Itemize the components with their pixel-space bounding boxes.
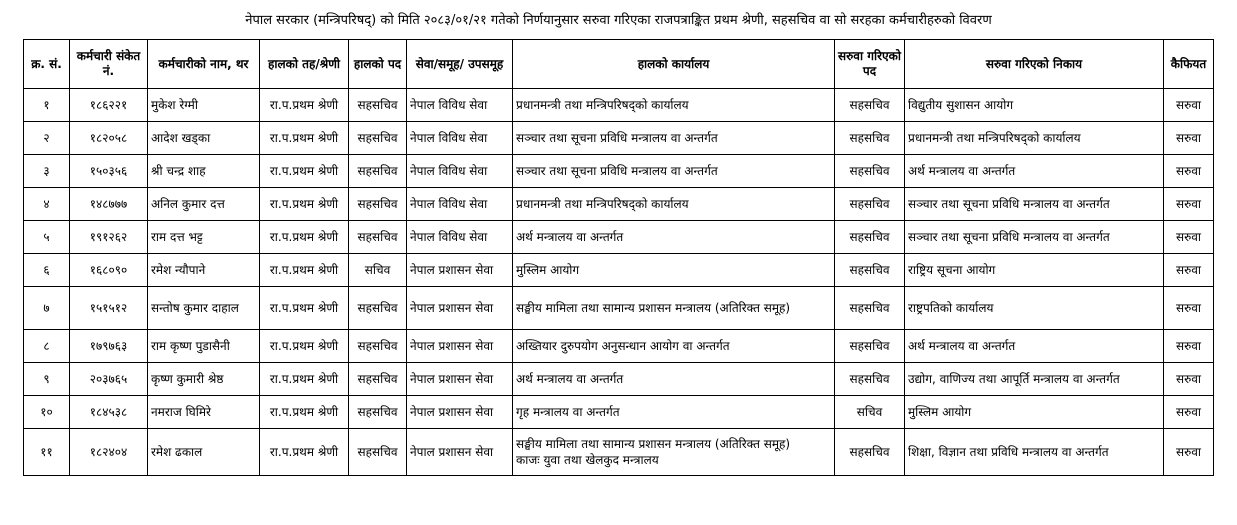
cell-post: सहसचिव: [349, 330, 407, 363]
table-row: [24, 429, 1214, 476]
cell-neworg: अर्थ मन्त्रालय वा अन्तर्गत: [905, 330, 1164, 363]
cell-service: नेपाल प्रशासन सेवा: [407, 429, 513, 476]
cell-neworg: सञ्चार तथा सूचना प्रविधि मन्त्रालय वा अन्तर्गत: [905, 188, 1164, 221]
cell-sn: ६: [24, 254, 70, 287]
table-row: [24, 188, 1214, 221]
table-row: [24, 287, 1214, 330]
cell-remarks: सरुवा: [1164, 254, 1214, 287]
cell-name: अनिल कुमार दत्त: [148, 188, 260, 221]
cell-newpost: सहसचिव: [835, 89, 905, 122]
cell-sn: १०: [24, 396, 70, 429]
cell-code: १९१२६२: [70, 221, 148, 254]
cell-name: रमेश न्यौपाने: [148, 254, 260, 287]
cell-sn: ३: [24, 155, 70, 188]
cell-office-deputation: काजः युवा तथा खेलकुद मन्त्रालय: [516, 453, 659, 467]
cell-neworg: विद्युतीय सुशासन आयोग: [905, 89, 1164, 122]
cell-name: राम कृष्ण पुडासैनी: [148, 330, 260, 363]
cell-service: नेपाल विविध सेवा: [407, 122, 513, 155]
cell-service: नेपाल विविध सेवा: [407, 155, 513, 188]
cell-level: रा.प.प्रथम श्रेणी: [260, 221, 349, 254]
cell-code: १४८७७७: [70, 188, 148, 221]
cell-office: सङ्घीय मामिला तथा सामान्य प्रशासन मन्त्रालय (अतिरिक्त समूह): [513, 287, 835, 330]
header-office: हालको कार्यालय: [513, 40, 835, 89]
cell-office: सञ्चार तथा सूचना प्रविधि मन्त्रालय वा अन्तर्गत: [513, 122, 835, 155]
cell-remarks: सरुवा: [1164, 221, 1214, 254]
cell-post: सहसचिव: [349, 89, 407, 122]
cell-post: सहसचिव: [349, 122, 407, 155]
cell-sn: ८: [24, 330, 70, 363]
cell-newpost: सहसचिव: [835, 155, 905, 188]
cell-code: १५०३५६: [70, 155, 148, 188]
cell-level: रा.प.प्रथम श्रेणी: [260, 188, 349, 221]
cell-post: सहसचिव: [349, 287, 407, 330]
cell-post: सहसचिव: [349, 188, 407, 221]
cell-code: १८२४०४: [70, 429, 148, 476]
cell-level: रा.प.प्रथम श्रेणी: [260, 363, 349, 396]
cell-newpost: सहसचिव: [835, 221, 905, 254]
cell-level: रा.प.प्रथम श्रेणी: [260, 330, 349, 363]
cell-office: गृह मन्त्रालय वा अन्तर्गत: [513, 396, 835, 429]
cell-post: सहसचिव: [349, 396, 407, 429]
cell-level: रा.प.प्रथम श्रेणी: [260, 429, 349, 476]
cell-office: प्रधानमन्त्री तथा मन्त्रिपरिषद्को कार्यालय: [513, 188, 835, 221]
cell-newpost: सहसचिव: [835, 122, 905, 155]
cell-newpost: सहसचिव: [835, 429, 905, 476]
cell-office: मुस्लिम आयोग: [513, 254, 835, 287]
header-remarks: कैफियत: [1164, 40, 1214, 89]
cell-newpost: सहसचिव: [835, 330, 905, 363]
cell-service: नेपाल प्रशासन सेवा: [407, 396, 513, 429]
table-row: [24, 155, 1214, 188]
cell-post: सचिव: [349, 254, 407, 287]
cell-remarks: सरुवा: [1164, 429, 1214, 476]
cell-sn: ५: [24, 221, 70, 254]
cell-office: अख्तियार दुरुपयोग अनुसन्धान आयोग वा अन्तर्गत: [513, 330, 835, 363]
transfer-table: [23, 39, 1214, 476]
cell-office: प्रधानमन्त्री तथा मन्त्रिपरिषद्को कार्यालय: [513, 89, 835, 122]
cell-neworg: उद्योग, वाणिज्य तथा आपूर्ति मन्त्रालय वा अन्तर्गत: [905, 363, 1164, 396]
cell-newpost: सहसचिव: [835, 287, 905, 330]
header-name: कर्मचारीको नाम, थर: [148, 40, 260, 89]
header-code: कर्मचारी संकेत नं.: [70, 40, 148, 89]
cell-name: नमराज घिमिरे: [148, 396, 260, 429]
cell-code: १८२०५८: [70, 122, 148, 155]
cell-code: २०३७६५: [70, 363, 148, 396]
cell-remarks: सरुवा: [1164, 188, 1214, 221]
cell-neworg: मुस्लिम आयोग: [905, 396, 1164, 429]
cell-code: १५१५१२: [70, 287, 148, 330]
cell-neworg: शिक्षा, विज्ञान तथा प्रविधि मन्त्रालय वा अन्तर्गत: [905, 429, 1164, 476]
table-row: [24, 122, 1214, 155]
cell-name: राम दत्त भट्ट: [148, 221, 260, 254]
cell-code: १७९७६३: [70, 330, 148, 363]
cell-name: सन्तोष कुमार दाहाल: [148, 287, 260, 330]
cell-name: मुकेश रेग्मी: [148, 89, 260, 122]
table-row: [24, 89, 1214, 122]
cell-sn: ४: [24, 188, 70, 221]
cell-level: रा.प.प्रथम श्रेणी: [260, 89, 349, 122]
cell-sn: ७: [24, 287, 70, 330]
cell-sn: ११: [24, 429, 70, 476]
cell-newpost: सहसचिव: [835, 254, 905, 287]
header-level: हालको तह/श्रेणी: [260, 40, 349, 89]
cell-service: नेपाल प्रशासन सेवा: [407, 330, 513, 363]
cell-code: १६८०९०: [70, 254, 148, 287]
cell-service: नेपाल विविध सेवा: [407, 188, 513, 221]
cell-neworg: राष्ट्रिय सूचना आयोग: [905, 254, 1164, 287]
cell-sn: १: [24, 89, 70, 122]
cell-level: रा.प.प्रथम श्रेणी: [260, 396, 349, 429]
cell-remarks: सरुवा: [1164, 287, 1214, 330]
header-neworg: सरुवा गरिएको निकाय: [905, 40, 1164, 89]
cell-remarks: सरुवा: [1164, 396, 1214, 429]
cell-level: रा.प.प्रथम श्रेणी: [260, 287, 349, 330]
cell-office: अर्थ मन्त्रालय वा अन्तर्गत: [513, 363, 835, 396]
header-sn: क्र. सं.: [24, 40, 70, 89]
cell-neworg: प्रधानमन्त्री तथा मन्त्रिपरिषद्को कार्यालय: [905, 122, 1164, 155]
cell-post: सहसचिव: [349, 363, 407, 396]
cell-newpost: सचिव: [835, 396, 905, 429]
cell-post: सहसचिव: [349, 221, 407, 254]
cell-newpost: सहसचिव: [835, 363, 905, 396]
cell-name: रमेश ढकाल: [148, 429, 260, 476]
cell-office: सञ्चार तथा सूचना प्रविधि मन्त्रालय वा अन्तर्गत: [513, 155, 835, 188]
cell-sn: २: [24, 122, 70, 155]
cell-level: रा.प.प्रथम श्रेणी: [260, 122, 349, 155]
header-service: सेवा/समूह/ उपसमूह: [407, 40, 513, 89]
cell-service: नेपाल प्रशासन सेवा: [407, 363, 513, 396]
cell-code: १८४५३८: [70, 396, 148, 429]
cell-service: नेपाल विविध सेवा: [407, 89, 513, 122]
cell-remarks: सरुवा: [1164, 122, 1214, 155]
cell-remarks: सरुवा: [1164, 363, 1214, 396]
table-row: [24, 330, 1214, 363]
cell-neworg: अर्थ मन्त्रालय वा अन्तर्गत: [905, 155, 1164, 188]
cell-code: १८६२२१: [70, 89, 148, 122]
cell-service: नेपाल प्रशासन सेवा: [407, 287, 513, 330]
table-body: [24, 89, 1214, 476]
cell-service: नेपाल प्रशासन सेवा: [407, 254, 513, 287]
table-header-row: [24, 40, 1214, 89]
cell-newpost: सहसचिव: [835, 188, 905, 221]
table-row: [24, 254, 1214, 287]
cell-remarks: सरुवा: [1164, 89, 1214, 122]
cell-office: [513, 429, 835, 476]
header-newpost: सरुवा गरिएको पद: [835, 40, 905, 89]
table-row: [24, 396, 1214, 429]
cell-service: नेपाल विविध सेवा: [407, 221, 513, 254]
document-title: नेपाल सरकार (मन्त्रिपरिषद्) को मिति २०८३/०१/२१ गतेको निर्णयानुसार सरुवा गरिएका राजपत्राङ्कित प्रथम श्रेणी, सहसचिव वा सो सरहका कर्मचारीहरुको विवरण: [245, 13, 992, 28]
cell-remarks: सरुवा: [1164, 155, 1214, 188]
cell-level: रा.प.प्रथम श्रेणी: [260, 155, 349, 188]
cell-name: श्री चन्द्र शाह: [148, 155, 260, 188]
cell-neworg: राष्ट्रपतिको कार्यालय: [905, 287, 1164, 330]
header-post: हालको पद: [349, 40, 407, 89]
cell-sn: ९: [24, 363, 70, 396]
cell-neworg: सञ्चार तथा सूचना प्रविधि मन्त्रालय वा अन्तर्गत: [905, 221, 1164, 254]
cell-level: रा.प.प्रथम श्रेणी: [260, 254, 349, 287]
cell-post: सहसचिव: [349, 155, 407, 188]
cell-post: सहसचिव: [349, 429, 407, 476]
cell-remarks: सरुवा: [1164, 330, 1214, 363]
cell-office: अर्थ मन्त्रालय वा अन्तर्गत: [513, 221, 835, 254]
table-row: [24, 363, 1214, 396]
cell-name: आदेश खड्का: [148, 122, 260, 155]
cell-name: कृष्ण कुमारी श्रेष्ठ: [148, 363, 260, 396]
cell-office-line: सङ्घीय मामिला तथा सामान्य प्रशासन मन्त्रालय (अतिरिक्त समूह): [516, 437, 791, 451]
table-row: [24, 221, 1214, 254]
